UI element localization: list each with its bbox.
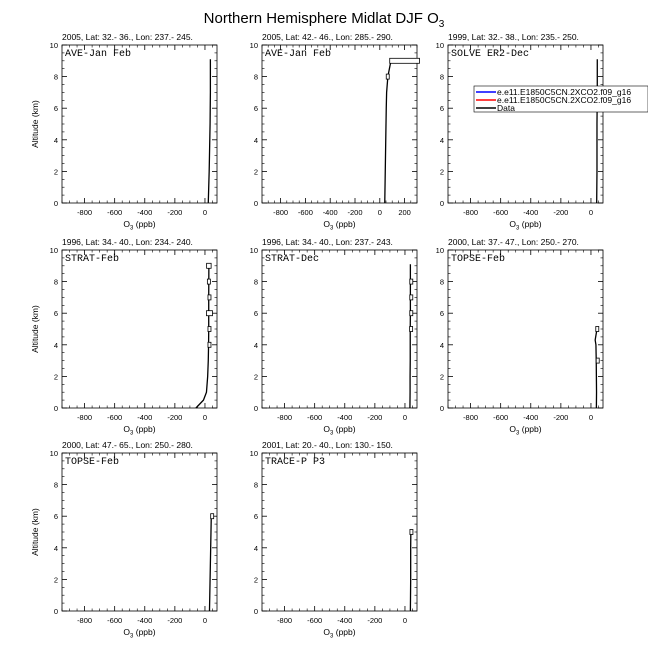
y-tick-label: 8: [253, 480, 258, 490]
panels: [30, 32, 603, 640]
y-tick-label: 4: [253, 340, 258, 350]
y-tick-label: 6: [439, 309, 444, 319]
data-line: [208, 59, 210, 203]
y-tick-label: 10: [249, 41, 258, 50]
x-tick-label: -400: [137, 616, 153, 625]
panel-header: 1999, Lat: 32.- 38., Lon: 235.- 250.: [448, 32, 579, 42]
y-axis-label: Altitude (km): [30, 305, 40, 353]
x-axis-label-units: (ppb): [133, 219, 156, 229]
y-tick-label: 4: [53, 543, 58, 553]
y-tick-label: 4: [53, 340, 58, 350]
x-axis-label-subscript: 3: [130, 225, 134, 232]
x-tick-label: -800: [77, 413, 93, 422]
x-axis-label-subscript: 3: [330, 633, 334, 640]
x-tick-label: -400: [137, 208, 153, 217]
plot-frame: [62, 45, 217, 203]
y-tick-label: 0: [253, 199, 258, 208]
figure-title-text: Northern Hemisphere Midlat DJF O: [203, 10, 439, 27]
x-tick-label: -200: [167, 413, 183, 422]
y-tick-label: 0: [253, 607, 258, 616]
y-tick-label: 10: [249, 246, 258, 255]
x-axis-label-subscript: 3: [130, 430, 134, 437]
x-axis-label: [323, 424, 355, 437]
data-marker: [410, 295, 413, 300]
x-tick-label: -200: [367, 616, 383, 625]
x-axis-label: [509, 424, 541, 437]
x-axis-label: [123, 424, 155, 437]
x-axis-label-subscript: 3: [330, 430, 334, 437]
y-tick-label: 6: [253, 104, 258, 114]
x-tick-label: 0: [588, 208, 594, 217]
x-tick-label: 0: [202, 616, 208, 625]
y-tick-label: 2: [53, 372, 58, 382]
x-tick-label: -200: [553, 413, 569, 422]
x-tick-label: -600: [107, 616, 123, 625]
legend-label: e.e11.E1850C5CN.2XCO2.f09_g16: [497, 87, 632, 97]
x-axis-label-text: O: [509, 219, 517, 229]
legend-label: Data: [497, 103, 515, 113]
x-tick-label: -400: [137, 413, 153, 422]
plot-frame: [262, 45, 417, 203]
x-axis-label-text: O: [123, 627, 131, 637]
x-tick-label: 200: [398, 208, 411, 217]
y-tick-label: 8: [53, 480, 58, 490]
y-tick-label: 10: [49, 449, 58, 458]
panel-6: [436, 237, 603, 437]
y-tick-label: 6: [439, 104, 444, 114]
y-tick-label: 6: [253, 512, 258, 522]
y-tick-label: 4: [253, 135, 258, 145]
data-marker: [211, 514, 214, 519]
y-tick-label: 2: [253, 167, 258, 177]
data-marker: [208, 327, 211, 332]
x-axis-label-units: (ppb): [333, 424, 356, 434]
y-tick-label: 10: [49, 41, 58, 50]
panel-4: [30, 237, 217, 437]
y-tick-label: 6: [53, 309, 58, 319]
x-axis-label-units: (ppb): [519, 424, 542, 434]
y-tick-label: 2: [53, 575, 58, 585]
y-tick-label: 10: [249, 449, 258, 458]
x-tick-label: -800: [463, 413, 479, 422]
x-axis-label: [509, 219, 541, 232]
y-tick-label: 0: [53, 199, 58, 208]
y-tick-label: 0: [439, 199, 444, 208]
campaign-label: SOLVE ER2-Dec: [451, 49, 530, 60]
campaign-label: STRAT-Dec: [265, 254, 320, 265]
x-tick-label: 0: [402, 413, 408, 422]
y-tick-label: 2: [53, 167, 58, 177]
x-axis-label-units: (ppb): [333, 627, 356, 637]
data-marker: [390, 58, 420, 63]
data-marker: [206, 311, 212, 316]
plot-frame: [448, 250, 603, 408]
data-marker: [207, 279, 210, 284]
x-tick-label: -600: [307, 413, 323, 422]
data-marker: [208, 342, 211, 347]
x-tick-label: 0: [202, 208, 208, 217]
x-axis-label-units: (ppb): [519, 219, 542, 229]
y-tick-label: 0: [253, 404, 258, 413]
campaign-label: TOPSE-Feb: [451, 254, 506, 265]
plot-frame: [262, 453, 417, 611]
data-line: [385, 61, 391, 203]
legend: [474, 86, 648, 113]
x-tick-label: 0: [402, 616, 408, 625]
x-tick-label: -600: [307, 616, 323, 625]
plot-frame: [62, 453, 217, 611]
y-tick-label: 10: [435, 41, 444, 50]
y-axis-label: Altitude (km): [30, 508, 40, 556]
x-tick-label: 0: [588, 413, 594, 422]
x-axis-label: [323, 219, 355, 232]
x-tick-label: -600: [107, 413, 123, 422]
panel-2: [250, 32, 420, 232]
y-tick-label: 4: [53, 135, 58, 145]
x-axis-label: [323, 627, 355, 640]
y-tick-label: 4: [253, 543, 258, 553]
panel-header: 1996, Lat: 34.- 40., Lon: 234.- 240.: [62, 237, 193, 247]
x-tick-label: -800: [463, 208, 479, 217]
panel-header: 2001, Lat: 20.- 40., Lon: 130.- 150.: [262, 440, 393, 450]
x-axis-label-text: O: [509, 424, 517, 434]
panel-header: 2000, Lat: 47.- 65., Lon: 250.- 280.: [62, 440, 193, 450]
x-axis-label-units: (ppb): [133, 424, 156, 434]
plot-frame: [448, 45, 603, 203]
data-marker: [207, 263, 212, 268]
panel-header: 2005, Lat: 32.- 36., Lon: 237.- 245.: [62, 32, 193, 42]
data-line: [209, 516, 211, 611]
panel-1: [30, 32, 217, 232]
x-tick-label: -800: [77, 616, 93, 625]
y-tick-label: 0: [53, 607, 58, 616]
x-tick-label: -200: [553, 208, 569, 217]
data-line: [196, 266, 209, 408]
x-axis-label-subscript: 3: [330, 225, 334, 232]
panel-7: [30, 440, 217, 640]
panel-8: [250, 440, 417, 640]
x-tick-label: -400: [523, 413, 539, 422]
y-tick-label: 8: [253, 72, 258, 82]
x-axis-label-units: (ppb): [133, 627, 156, 637]
x-tick-label: 0: [202, 413, 208, 422]
x-tick-label: -400: [337, 616, 353, 625]
x-axis-label-subscript: 3: [516, 225, 520, 232]
x-tick-label: -800: [277, 616, 293, 625]
data-marker: [386, 74, 389, 79]
campaign-label: TOPSE-Feb: [65, 457, 120, 468]
panel-header: 2005, Lat: 42.- 46., Lon: 285.- 290.: [262, 32, 393, 42]
x-axis-label-units: (ppb): [333, 219, 356, 229]
y-tick-label: 8: [53, 72, 58, 82]
data-marker: [410, 327, 413, 332]
x-tick-label: -400: [523, 208, 539, 217]
x-tick-label: -800: [273, 208, 289, 217]
y-tick-label: 8: [439, 277, 444, 287]
panel-5: [250, 237, 417, 437]
data-line: [595, 329, 597, 408]
y-tick-label: 4: [439, 340, 444, 350]
x-tick-label: 0: [377, 208, 382, 217]
x-tick-label: -400: [322, 208, 338, 217]
x-tick-label: -800: [277, 413, 293, 422]
data-marker: [596, 358, 599, 363]
figure-title-subscript: 3: [438, 19, 445, 30]
data-marker: [410, 279, 413, 284]
figure-title: [204, 10, 445, 30]
x-tick-label: -600: [107, 208, 123, 217]
campaign-label: AVE-Jan Feb: [265, 49, 332, 60]
x-tick-label: -400: [337, 413, 353, 422]
x-tick-label: -200: [367, 413, 383, 422]
data-marker: [208, 295, 211, 300]
x-axis-label-text: O: [323, 424, 331, 434]
y-tick-label: 6: [53, 512, 58, 522]
x-tick-label: -600: [493, 208, 509, 217]
plot-frame: [62, 250, 217, 408]
x-axis-label-text: O: [323, 219, 331, 229]
x-tick-label: -600: [493, 413, 509, 422]
y-tick-label: 8: [439, 72, 444, 82]
x-tick-label: -800: [77, 208, 93, 217]
panel-3: [436, 32, 603, 232]
y-tick-label: 2: [439, 167, 444, 177]
y-tick-label: 6: [253, 309, 258, 319]
y-tick-label: 8: [53, 277, 58, 287]
data-marker: [410, 311, 413, 316]
x-tick-label: -200: [167, 616, 183, 625]
legend-label: e.e11.E1850C5CN.2XCO2.f09_g16: [497, 95, 632, 105]
data-marker: [596, 327, 599, 332]
x-tick-label: -200: [167, 208, 183, 217]
x-axis-label: [123, 627, 155, 640]
data-line: [597, 59, 598, 203]
campaign-label: STRAT-Feb: [65, 254, 120, 265]
x-tick-label: -200: [347, 208, 363, 217]
x-axis-label-subscript: 3: [130, 633, 134, 640]
campaign-label: TRACE-P P3: [265, 457, 326, 468]
plot-frame: [262, 250, 417, 408]
panel-header: 1996, Lat: 34.- 40., Lon: 237.- 243.: [262, 237, 393, 247]
y-axis-label: Altitude (km): [30, 100, 40, 148]
x-tick-label: -600: [297, 208, 313, 217]
y-tick-label: 10: [49, 246, 58, 255]
x-axis-label-text: O: [123, 424, 131, 434]
y-tick-label: 2: [439, 372, 444, 382]
y-tick-label: 8: [253, 277, 258, 287]
y-tick-label: 6: [53, 104, 58, 114]
x-axis-label-subscript: 3: [516, 430, 520, 437]
y-tick-label: 0: [53, 404, 58, 413]
y-tick-label: 2: [253, 575, 258, 585]
y-tick-label: 2: [253, 372, 258, 382]
y-tick-label: 4: [439, 135, 444, 145]
panel-header: 2000, Lat: 37.- 47., Lon: 250.- 270.: [448, 237, 579, 247]
x-axis-label-text: O: [123, 219, 131, 229]
campaign-label: AVE-Jan Feb: [65, 49, 132, 60]
y-tick-label: 0: [439, 404, 444, 413]
y-tick-label: 10: [435, 246, 444, 255]
x-axis-label-text: O: [323, 627, 331, 637]
data-marker: [410, 530, 413, 535]
x-axis-label: [123, 219, 155, 232]
